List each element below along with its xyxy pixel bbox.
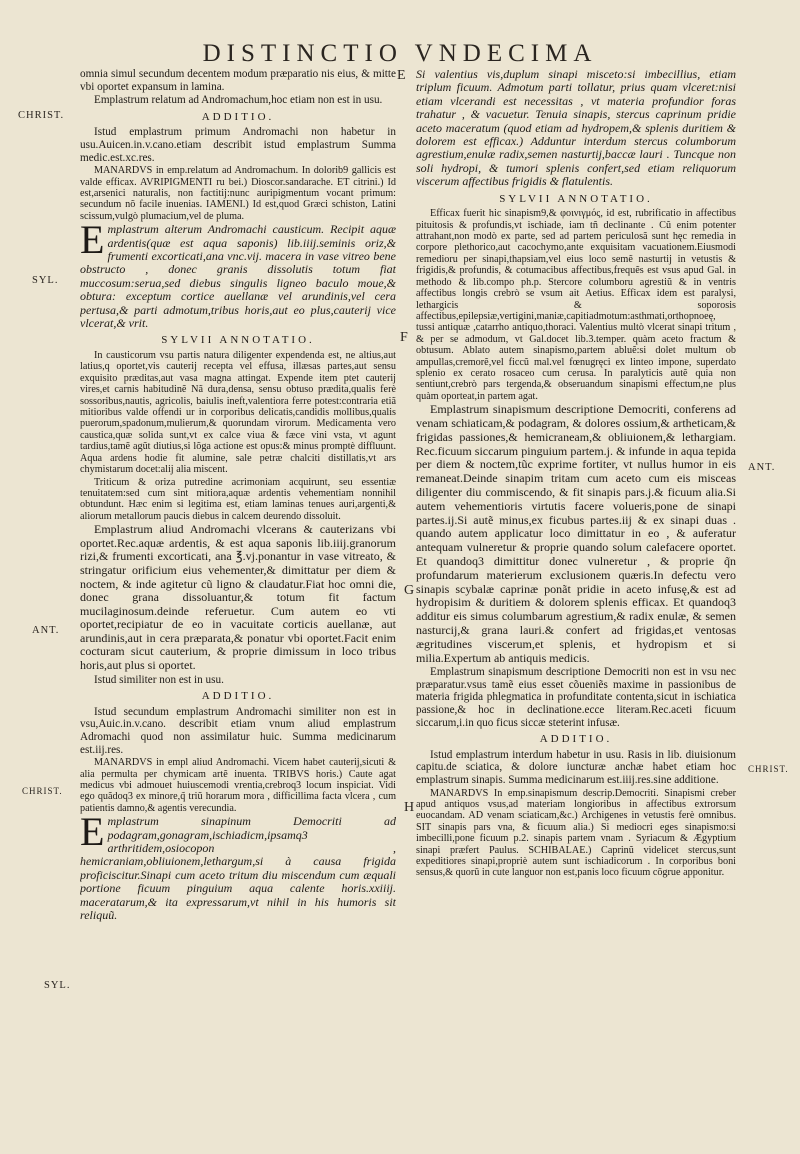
paragraph: Istud emplastrum primum Andromachi non habetur in usu.Auicen.in.v.cano.etiam describit istud emplastrum Summa medic.est.xc.res. — [80, 126, 396, 164]
margin-label-christ: CHRIST. — [18, 110, 65, 121]
section-heading: ADDITIO. — [539, 733, 613, 746]
margin-label-christ: CHRIST. — [748, 764, 789, 774]
annotation-paragraph: MANARDVS In emp.sinapismum descrip.Democriti. Sinapismi creber apud antiquos vsus,ad materiam longioribus in affectibus extrorsum euocandam. AD venam sciaticam,&c.) Archigenes in vetustis ferè omnibus. SIT sinapis pars vna, & ficuum alia.) Si mediocri eges sinapismo:si imbecilli,pone ficuum p.2. sinapis partem vnam . Syriacum & Ægyptium sinapi præfert Paulus. SCHIBALAE.) Caprinũ videlicet stercus,sunt expeditiores sinapi,propriè autem sunt ischiadicorum . In corporibus boni sensus,& quorũ in cute languor non est,panis loco ficuum cõgrue apponitur. — [416, 787, 736, 879]
annotation-paragraph: Efficax fuerit hic sinapism9,& φοινιγμός, id est, rubrificatio in affectibus pituitosis & profundis,vt ischiade, iam tñ declinante . Cũ enim potenter attrahant,non modò ex parte, sed ad partem periculosã sunt hęc remedia in corpore plethorico,aut cacochymo,ante exquisitam vacuationem.Eiusmodi remedioru per sinapi,thapsiam,vel eius loco semẽ nasturtij in vetustis & frigidis,& profundis, & cotumacibus affectibus,frequẽs est vsus apud Gal. in methodo & lib.compo ph.p. Stercore columboru agrestiũ & in ventris affectibus longis crebrò se vsum ait Aetius. Efficax idem est paralysi, lethargicis & soporosis affectibus,epilepsiæ,vertigini,maniæ,capitiadmotum:asthmati,orthopnoeę, tussi antiquæ ,catarrho antiquo,thoraci. Valentius multò vlcerat sinapi tritum , & per se admodum, vt Gal.docet lib.3.temper. quàm aceto fractum & obtusum. Ablato autem sinapismo,partem abluẽ:si dolet multum ob ampullas,cremorẽ,vel ficcũ mal.vel fœnugręci ex linteo impone, superdato splenio ex cerato rosaceo cum cerusa. In paralyticis autẽ quia non sentiunt,crebrò pars tergenda,& obseruandum sinapismi effectum,ne plus quàm oporteat,in partem agat. — [416, 208, 736, 402]
recipe-paragraph: Si valentius vis,duplum sinapi misceto:si imbecillius, etiam triplum ficuum. Admotum parti tollatur, prius quam vlceret:nisi etiam vlcerandi est necessitas , vt materia profundior foras trahatur , & vacuetur. Tenuia sinapis, stercus caprinum pridie aceto maceratum (quod etiam ad hydropem,& splenis duritiem & dolorem est efficax.) Adduntur interdum stercus columborum agrestium,enulæ radix,semen nasturtij,baccæ lauri . Tuncque non soli hydropi, & tumori splenis confert,sed etiam reliquorum viscerum affectibus frigidis & flatulentis. — [416, 68, 736, 189]
paragraph: omnia simul secundum decentem modum præparatio nis eius, & mitte vbi oportet expansum in lamina. — [80, 68, 396, 93]
right-column — [416, 68, 736, 1138]
paragraph: Emplastrum sinapismum descriptione Democriti, conferens ad venam schiaticam,& podagram, & dolores ossium,& artheticam,& frigidas passiones,& hemicraneam,& obliuionem,& lethargiam. Rec.ficuum siccarum pinguium partem.j. & infunde in aqua tepida per diem & noctem,tũc exprime fortiter, vt nullus humor in eis remaneat.Deinde sinapim tritam cum aceto cum eis misceas diligenter diu commiscendo, & fit sinapis pars.j.& ficuum alia.Si autem vehementioris virtutis facere volueris,pone de sinapi partes.ij.Si autẽ minus,ex ficubus partes.iij & ex sinapi duas . quando autem applicatur loco dimittatur in eo , & auferatur antequam vulneretur & proprie quando solum calefacere oportet. Et quandoq3 dimittitur donec vulneretur , & proprie q̃n profundarum materierum exclusionem quæris.In defectu vero sinapis scybalæ caprinæ ponãt pridie in aceto infusę,& est ad hydropisim & duritiem & dolorem splenis efficax. Et quandoq3 additur eis simus columbarum agrestium,& radix enulæ, & semen nasturcij,& grana lauri.& confert ad frigidas,et ventosas ægritudines viscerum,et splenis, et hydropism et si milia.Expertum ab antiquis medicis. — [416, 402, 736, 665]
signature-letter: H — [404, 800, 415, 815]
paragraph: Istud secundum emplastrum Andromachi similiter non est in vsu,Auic.in.v.cano. describit etiam vnum aliud emplastrum Adromachi quod non assimilatur huic. Summa medicinarum est.iij.res. — [80, 705, 396, 756]
recipe-paragraph: Emplastrum alterum Andromachi causticum. Recipit aquæ ardentis(quæ est aqua saponis) lib.iiij.seminis oriz,& frumenti excorticati,ana vnc.vij. macera in vase vitreo bene obstructo , donec granis dissolutis totum fiat muccosum:serua,sed diebus singulis ligneo baculo moue,& obtura: exceptum cortice auellanæ vel arundinis,vel cera pertusa,& parti admotum,tribus horis,aut eo plus,cauterij vice vlcerat,& vrit. — [80, 217, 396, 331]
margin-label-ant: ANT. — [32, 625, 60, 636]
section-heading: ADDITIO. — [201, 110, 275, 123]
paragraph: Istud similiter non est in usu. — [94, 673, 224, 686]
signature-letter: E — [397, 68, 406, 83]
paragraph: Emplastrum aliud Andromachi vlcerans & cauterizans vbi oportet.Rec.aquæ ardentis, & est aqua saponis lib.iiij.granorum rizi,& frumenti excorticati, ana ℥.vj.ponantur in vase vitreato, & stringatur orificium eius vehementer,& dimittatur per diem & noctem, & inde agitetur cũ ligno & claudatur.Fiat hoc omni die, donec grana dissoluantur,& totum fit factum mucilaginosum.deinde referuetur. Cum autem eo vti oportet,recipiatur de eo in vacuitate corticis auellanæ, aut arundinis,aut in cera præparata,& ponatur vbi oportet.Facit enim cocturam sicut cauterium, & proprie dimissum in loco tribus horis,aut plus si oportet. — [80, 522, 396, 673]
paragraph: Emplastrum relatum ad Andromachum,hoc etiam non est in usu. — [94, 94, 383, 107]
page-header: DISTINCTIO VNDECIMA — [202, 40, 598, 67]
paragraph: Istud emplastrum interdum habetur in usu. Rasis in lib. diuisionum capitu.de sciatica, & dolore iuncturæ anchæ habet etiam hoc emplastrum sinapis. Summa medicinarum est.iiij.res.sine additione. — [416, 748, 736, 787]
margin-label-christ: CHRIST. — [22, 786, 63, 796]
section-heading: SYLVII ANNOTATIO. — [161, 334, 315, 347]
margin-label-ant: ANT. — [748, 462, 776, 473]
section-heading: SYLVII ANNOTATIO. — [499, 192, 653, 205]
signature-letter: F — [400, 330, 408, 345]
annotation-paragraph: MANARDVS in empl aliud Andromachi. Vicem habet cauterij,sicuti & alia permulta per chymicam artẽ inuenta. TRIBVS horis.) Caute agat medicus vbi admouet huiuscemodi vrentia,crebroq3 locum inspiciat. Vidi ego quãdoq3 ex minore,q̃ triũ horarum mora , difficillima facta vlcera , cum patientis damno,& agentis verecundia. — [80, 757, 396, 814]
annotation-paragraph: Triticum & oriza putredine acrimoniam acquirunt, seu essentiæ tenuitatem:sed cum sint mitiora,aquæ ardentis vehementiam nonnihil obtundunt. Hæc enim si legitima est, etiam laminas tenues auri,argenti,& aliorum metallorum paucis diebus in calcem deurendo dissoluit. — [80, 476, 396, 522]
signature-letter: G — [404, 583, 415, 598]
margin-label-syl: SYL. — [44, 980, 71, 991]
annotation-paragraph: MANARDVS in emp.relatum ad Andromachum. In dolorib9 gallicis est valde efficax. AVRIPIGMENTI ru bei.) Dioscor.sandarache. ET citrini.) Id est,arsenici naturalis, non factitij:nunc auripigmentum vocant primum: secundum nõ facile inuenias. IAMENI.) Id est,quod Græci schiston, Latini scissum,vulgò plumacium,vel de pluma. — [80, 165, 396, 222]
recipe-paragraph: Emplastrum sinapinum Democriti ad podagram,gonagram,ischiadicm,ipsamq3 arthritidem,osiocopon , hemicraniam,obliuionem,lethargum,si à causa frigida proficiscitur.Sinapi cum aceto tritum diu miscendum cum æquali portione ficuum pinguium aqua calente horis.xxiiij. maceratarum,& ita expressarum,vt nihil in his humoris sit reliquũ. — [80, 809, 396, 923]
annotation-paragraph: In causticorum vsu partis natura diligenter expendenda est, ne altius,aut latius,q oportet,vis cauterij recepta vel effusa, illæsas partes,aut sensu exquisito præditas,aut vasa magna attingat. Expende item ptet cauterij vires,et carnis habitudinẽ Nã dura,densa, sensu obtuso prædita,qualis ferè sossoribus,nautis, agricolis, baiulis ineft,valentiora ferre potest:contraria etiã mitioribus valde offendi ur in corporibus delicatis,candidis mollibus,qualis puerorum,spadonum,mulierum,& quorundam virorum. Medicamenta vero caustica,quæ solida sunt,vt ex calce viua & fæce vini vsta, vt agunt tardius,tamẽ agũt diutius,si lõga actione est opus:& minus promptè diffluunt. Aqua ardens hodie fit alumine, sale petræ chalciti distillatis,vt ars chymistarum docet:alij alia miscent. — [80, 350, 396, 476]
section-heading: ADDITIO. — [201, 690, 275, 703]
margin-label-syl: SYL. — [32, 275, 59, 286]
paragraph: Emplastrum sinapismum descriptione Democriti non est in vsu nec præparatur.vsus tamẽ eius esset cõueniẽs maxime in passionibus de materia frigida phlegmatica in profunditate contenta,sicut in ischiatica passione,& hoc in declinatione.ecce literam.Rec.aceti ficuum siccarum,i.in quo ficus siccæ steterint infusæ. — [416, 666, 736, 729]
left-column — [80, 68, 396, 1138]
